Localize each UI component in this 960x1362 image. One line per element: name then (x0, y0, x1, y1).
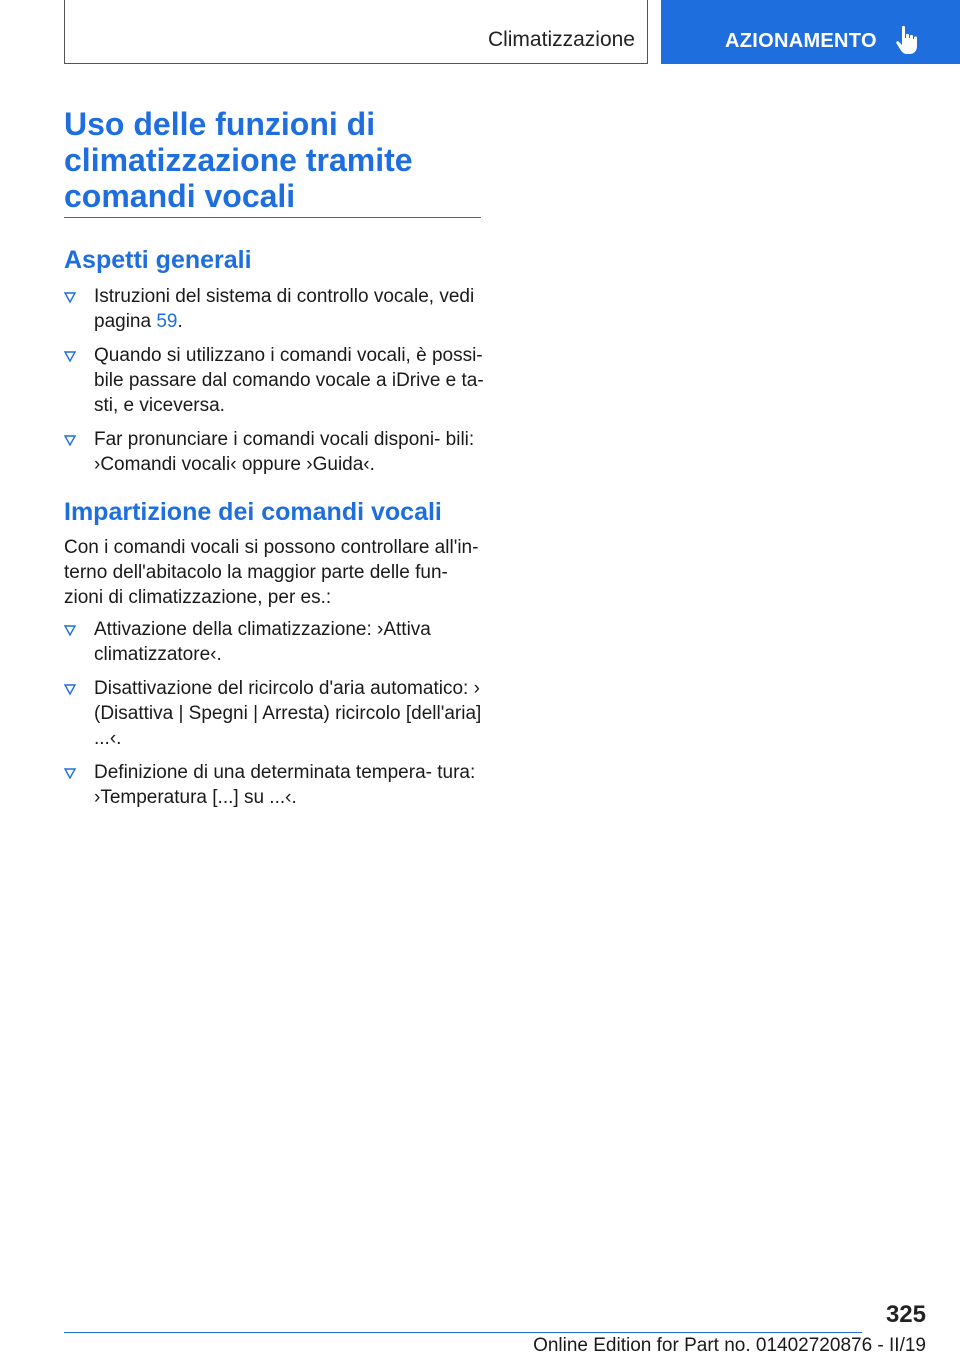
list-item-text: Definizione di una determinata tempera- tura: ›Temperatura [...] su ...‹. (94, 762, 476, 808)
header-section-box (64, 0, 648, 64)
triangle-bullet-icon (64, 292, 76, 303)
list-item (64, 760, 484, 810)
list-item-text: Disattivazione del ricircolo d'aria automatico: › (Disattiva | Spegni | Arresta) ricircolo [dell'aria] ...‹. (94, 678, 482, 749)
page-reference-link[interactable]: 59 (156, 311, 178, 332)
page-title-line-1: Uso delle funzioni di (64, 106, 376, 142)
page-number: 325 (885, 1301, 926, 1328)
voice-command-list (64, 617, 484, 819)
list-item (64, 676, 484, 751)
page-title-line-2: climatizzazione tramite (64, 142, 413, 178)
section-heading-general: Aspetti generali (64, 246, 252, 274)
list-item-text: Attivazione della climatizzazione: ›Attiva climatizzatore‹. (94, 619, 431, 665)
triangle-bullet-icon (64, 351, 76, 362)
header-section-title: Climatizzazione (487, 28, 635, 51)
triangle-bullet-icon (64, 625, 76, 636)
list-item (64, 617, 484, 667)
list-item-text: Far pronunciare i comandi vocali disponi- bili: ›Comandi vocali‹ oppure ›Guida‹. (94, 429, 475, 475)
list-item-text: Quando si utilizzano i comandi vocali, è possi- bile passare dal comando vocale a iDrive e ta- sti, e viceversa. (94, 345, 484, 416)
triangle-bullet-icon (64, 684, 76, 695)
footer-edition-text: Online Edition for Part no. 01402720876 - II/19 (533, 1335, 926, 1356)
general-list (64, 284, 484, 486)
list-item (64, 427, 484, 477)
header-chapter-label: AZIONAMENTO (725, 30, 877, 52)
page-title (64, 106, 484, 214)
footer-divider (64, 1332, 862, 1333)
section-heading-voice-commands: Impartizione dei comandi vocali (64, 498, 442, 526)
hand-pointer-icon (895, 25, 921, 55)
list-item (64, 343, 484, 418)
triangle-bullet-icon (64, 435, 76, 446)
page-title-line-3: comandi vocali (64, 178, 296, 214)
list-item-text-end: . (177, 311, 183, 332)
section-intro-paragraph: Con i comandi vocali si possono controllare all'in- terno dell'abitacolo la maggior parte delle fun- zioni di climatizzazione, per es.: (64, 537, 479, 608)
header-chapter-tab[interactable] (661, 0, 960, 64)
triangle-bullet-icon (64, 768, 76, 779)
list-item-text: Istruzioni del sistema di controllo vocale, vedi pagina (94, 286, 475, 332)
list-item (64, 284, 484, 334)
title-divider (64, 217, 481, 218)
